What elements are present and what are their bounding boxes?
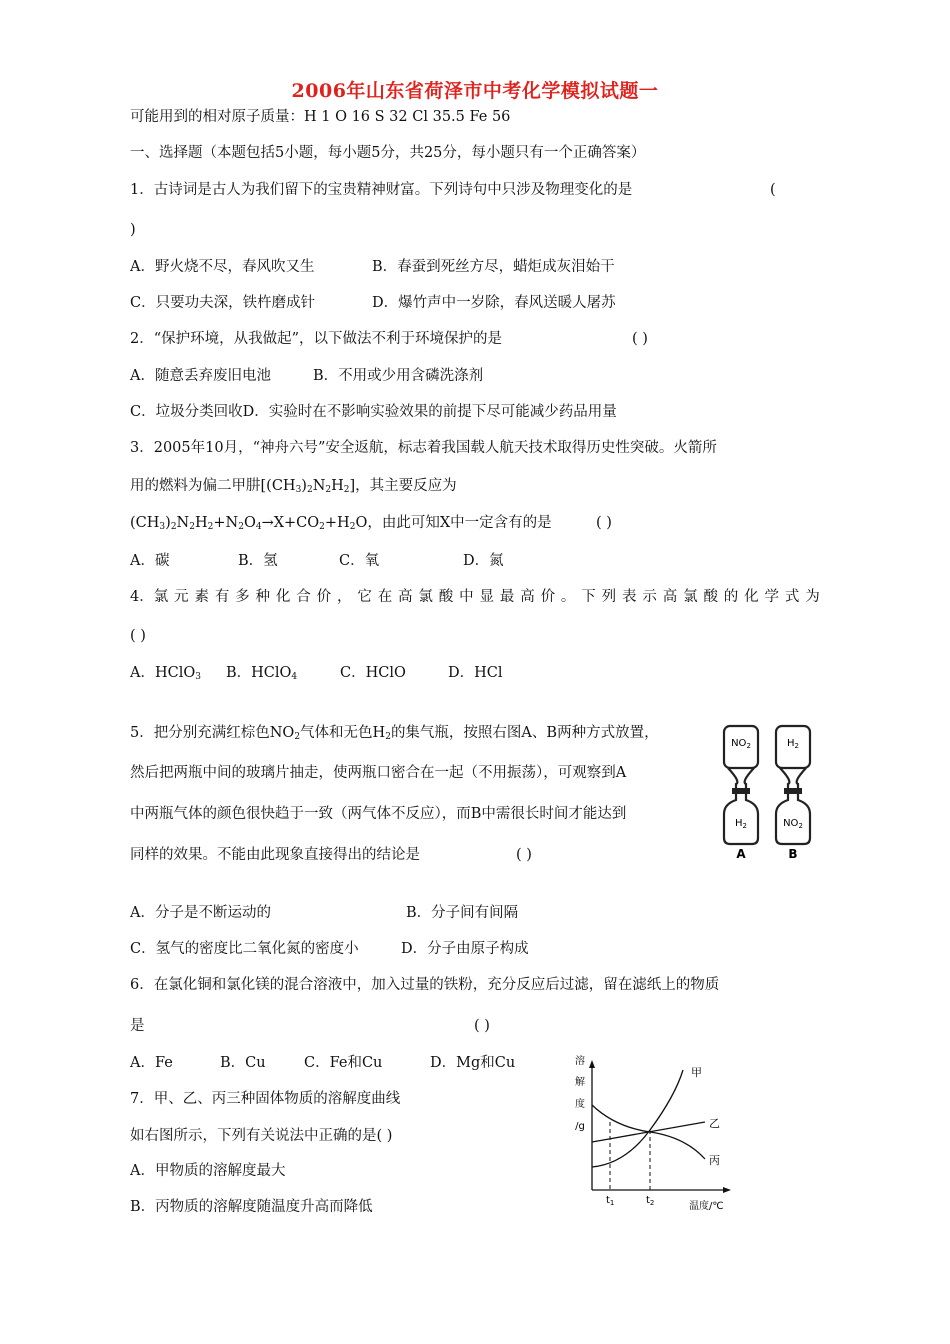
q4-stem-char: 多 — [235, 589, 250, 605]
q1-option-d: D．爆竹声中一岁除，春风送暖人屠苏 — [372, 295, 616, 311]
q4-stem-char: 式 — [784, 589, 800, 605]
q4-stem-char: 列 — [601, 589, 617, 605]
q4-stem-char: 显 — [479, 589, 494, 605]
q3-line1: 3．2005年10月，“神舟六号”安全返航，标志着我国载人航天技术取得历史性突破。火箭所 — [130, 440, 717, 456]
q4-stem-char: 氯 — [683, 589, 698, 605]
svg-text:解: 解 — [575, 1077, 585, 1088]
q4-stem-char: 氯 — [418, 589, 433, 605]
q1-option-b: B．春蚕到死丝方尽，蜡炬成灰泪始干 — [372, 259, 615, 275]
label-jia: 甲 — [691, 1066, 702, 1079]
q4-stem-char: 表 — [622, 589, 637, 605]
q4-stem-char: 的 — [723, 589, 739, 605]
gas-bottles-figure — [718, 722, 818, 862]
q4-stem-char: 有 — [214, 589, 230, 605]
q4-stem-char: 最 — [499, 589, 515, 605]
q4-stem-char: 高 — [662, 589, 678, 605]
q4-stem-char: 。 — [560, 589, 576, 605]
q3-equation: $(CH_3)_2N_2H_2+N_2O_4\to X+CO_2+H_2O$，由此可知X中一定含有的是 — [130, 515, 552, 532]
q4-stem-char: 化 — [744, 589, 759, 605]
q2-stem: 2．“保护环境，从我做起”，以下做法不利于环境保护的是 — [130, 331, 503, 347]
q1-option-c: C．只要功夫深，铁杵磨成针 — [130, 295, 316, 311]
q5-option-b: B．分子间有间隔 — [406, 905, 519, 921]
curve-jia — [592, 1070, 683, 1167]
q1-stem: 1．古诗词是古人为我们留下的宝贵精神财富。下列诗句中只涉及物理变化的是 — [130, 182, 633, 198]
q4-stem-char: 价 — [540, 589, 556, 605]
label-bing: 丙 — [709, 1154, 720, 1167]
q4-stem-char: 种 — [255, 589, 271, 605]
q6-option-b: B．Cu — [220, 1055, 266, 1071]
q4-stem-char: 学 — [764, 589, 780, 605]
bottle-pair-a — [724, 726, 758, 861]
q4-bracket: ( ) — [130, 628, 146, 644]
curve-bing — [592, 1105, 705, 1159]
q5-line4: 同样的效果。不能由此现象直接得出的结论是 — [130, 847, 420, 863]
q5-bracket: ( ) — [516, 847, 532, 863]
q4-option-d: D．HCl — [448, 665, 503, 681]
q7-option-b: B．丙物质的溶解度随温度升高而降低 — [130, 1199, 373, 1215]
q6-line1: 6．在氯化铜和氯化镁的混合溶液中，加入过量的铁粉，充分反应后过滤，留在滤纸上的物质 — [130, 977, 720, 993]
q3-line2: 用的燃料为偏二甲肼$[(CH_3)_2N_2H_2]$，其主要反应为 — [130, 478, 457, 495]
q6-line2: 是 — [130, 1018, 145, 1034]
q4-stem-char: 在 — [377, 589, 393, 605]
svg-text:度: 度 — [575, 1099, 585, 1110]
q5-line1: 5．把分别充满红棕色$NO_2$气体和无色$H_2$的集气瓶，按照右图A、B两种方式放置， — [130, 725, 659, 742]
bottle-pair-b — [776, 726, 810, 861]
svg-text:/g: /g — [575, 1121, 585, 1132]
x-axis-label: 温度/℃ — [689, 1201, 724, 1212]
q4-stem-char: 它 — [357, 589, 372, 605]
q5-line3: 中两瓶气体的颜色很快趋于一致（两气体不反应），而B中需很长时间才能达到 — [130, 806, 627, 822]
q2-option-a: A．随意丢弃废旧电池 — [130, 368, 271, 384]
q3-option-d: D．氮 — [463, 553, 504, 569]
label-b: B — [788, 847, 798, 861]
q4-option-b: B．HClO$_4$ — [226, 665, 298, 682]
q4-stem-char: 示 — [642, 589, 657, 605]
q7-line1: 7．甲、乙、丙三种固体物质的溶解度曲线 — [130, 1091, 401, 1107]
q3-option-b: B．氢 — [238, 553, 278, 569]
q4-stem-char: 合 — [296, 589, 311, 605]
q6-option-a: A．Fe — [130, 1055, 173, 1071]
q5-line2: 然后把两瓶中间的玻璃片抽走，使两瓶口密合在一起（不用振荡），可观察到A — [130, 765, 627, 781]
q3-option-c: C．氧 — [339, 553, 380, 569]
q6-option-d: D．Mg和Cu — [430, 1055, 516, 1071]
q3-bracket: ( ) — [596, 515, 612, 531]
q6-bracket: ( ) — [474, 1018, 490, 1034]
svg-text:溶: 溶 — [575, 1056, 585, 1067]
q2-option-cd: C．垃圾分类回收D．实验时在不影响实验效果的前提下尽可能减少药品用量 — [130, 404, 617, 420]
q2-option-b: B．不用或少用含磷洗涤剂 — [313, 368, 484, 384]
q5-option-d: D．分子由原子构成 — [401, 941, 529, 957]
q4-stem-char: 化 — [275, 589, 291, 605]
q5-option-c: C．氢气的密度比二氧化氮的密度小 — [130, 941, 359, 957]
q4-stem — [130, 587, 820, 607]
q7-option-a: A．甲物质的溶解度最大 — [130, 1163, 286, 1179]
q4-stem-char: 价 — [316, 589, 332, 605]
label-a-top: $NO_2$ — [731, 738, 751, 750]
q4-stem-char: 素 — [194, 589, 209, 605]
q4-stem-char: 高 — [398, 589, 413, 605]
label-a: A — [736, 847, 746, 861]
solubility-curve-figure — [565, 1052, 745, 1214]
q7-line2: 如右图所示，下列有关说法中正确的是( ) — [130, 1128, 393, 1144]
q4-stem-char: 酸 — [438, 589, 454, 605]
q4-stem-char: 酸 — [703, 589, 718, 605]
q1-bracket-close: ) — [130, 222, 136, 238]
atomic-masses: 可能用到的相对原子质量：H 1 O 16 S 32 Cl 35.5 Fe 56 — [130, 109, 511, 125]
q3-option-a: A．碳 — [130, 553, 170, 569]
q1-option-a: A．野火烧不尽，春风吹又生 — [130, 259, 315, 275]
y-axis-label — [575, 1054, 585, 1132]
q4-stem-char: 下 — [581, 589, 596, 605]
q5-option-a: A．分子是不断运动的 — [130, 905, 271, 921]
q4-stem-char: 元 — [174, 589, 189, 605]
q4-stem-char: 中 — [459, 589, 474, 605]
label-t1: $t_1$ — [606, 1195, 615, 1207]
label-b-top: $H_2$ — [787, 738, 799, 750]
label-b-bottom: $NO_2$ — [783, 818, 803, 830]
q4-stem-char: 4．氯 — [130, 589, 169, 605]
q4-stem-char: ， — [336, 589, 352, 605]
q4-option-a: A．HClO$_3$ — [130, 665, 201, 682]
label-yi: 乙 — [709, 1117, 720, 1130]
page-title: 2006年山东省荷泽市中考化学模拟试题一 — [291, 80, 659, 102]
section-heading: 一、选择题（本题包括5小题，每小题5分，共25分，每小题只有一个正确答案） — [130, 145, 646, 161]
label-t2: $t_2$ — [646, 1195, 655, 1207]
label-a-bottom: $H_2$ — [735, 818, 747, 830]
q4-stem-char: 高 — [520, 589, 535, 605]
q1-bracket-open: ( — [770, 182, 776, 198]
q2-bracket: ( ) — [632, 331, 648, 347]
q6-option-c: C．Fe和Cu — [304, 1055, 383, 1071]
q4-option-c: C．HClO — [340, 665, 406, 681]
q4-stem-char: 为 — [805, 589, 820, 605]
